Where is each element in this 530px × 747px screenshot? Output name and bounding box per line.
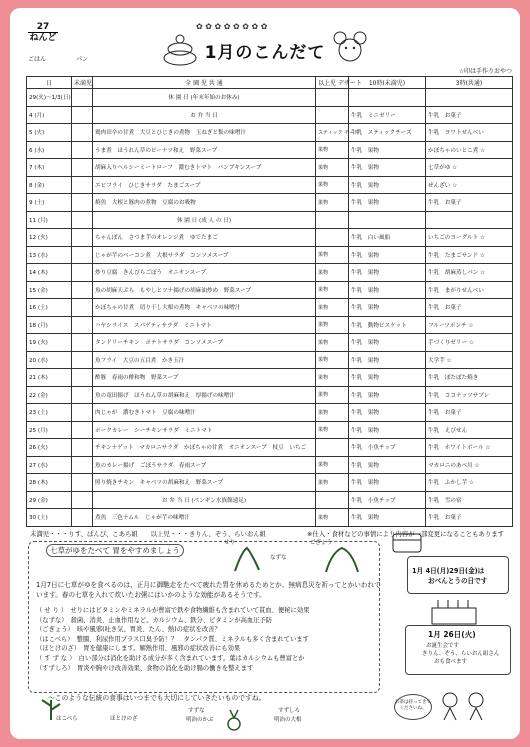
year-label: ねんど [29,33,57,43]
row-dessert: 果物 [316,456,349,474]
herb-label-seri: せり [224,540,236,546]
menu-row [27,299,513,317]
row-am-snack: 牛乳 果物 [349,421,426,439]
row-main-dish: 肉じゃが 濃むきトマト 豆腐の味噌汁 [93,404,316,422]
row-date: 27 (水) [27,456,72,474]
herb-sub-suzuna: 明治のかぶ [186,717,214,723]
row-dessert: 果物 [316,509,349,527]
herb-label-gogyo: ごぎょう [310,540,333,546]
row-kind [72,421,93,439]
row-am-snack: 牛乳 果物 [349,334,426,352]
menu-row [27,194,513,212]
herb-sub-suzushiro: 明治の大根 [274,717,302,723]
row-pm-snack: 七草がゆ ☆ [426,159,513,177]
row-kind [72,509,93,527]
row-dessert: 果物 [316,421,349,439]
row-am-snack: 牛乳 果物 [349,281,426,299]
row-date: 25 (月) [27,421,72,439]
row-kind [72,474,93,492]
menu-row [27,246,513,264]
herb-label-suzuna: すずな [188,708,205,714]
row-am-snack: 牛乳 果物 [349,369,426,387]
row-kind [72,106,93,124]
row-main-dish: じゃが芋のベーコン煮 大根サラダ コンソメスープ [93,246,316,264]
row-am-snack: 牛乳 果物 [349,159,426,177]
row-date: 22 (金) [27,386,72,404]
row-main-dish: ハヤシライス スパゲティサラダ ミニトマト [93,316,316,334]
row-main-dish: 鶏肉田辛の甘煮 大豆とひじきの煮物 玉ねぎと麩の味噌汁 [93,124,316,142]
menu-row [27,439,513,457]
birthday-notice [405,625,511,675]
row-pm-snack: 牛乳 たまごサンド ☆ [426,246,513,264]
row-date: 23 (土) [27,404,72,422]
menu-row [27,141,513,159]
herb-item: （ごぎょう） 咳や風邪(吐き気、胃炎、たん、熱)の症状を改善？ [36,626,221,634]
herb-list [36,606,381,673]
row-pm-snack: 牛乳 お菓子 [426,106,513,124]
row-date: 11 (月) [27,211,72,229]
row-pm-snack: ぜんざい ☆ [426,176,513,194]
row-main-dish: 胡麻入りヘルシーミートローフ 濃むきトマト パンプキンスープ [93,159,316,177]
row-date: 12 (火) [27,229,72,247]
menu-row [27,106,513,124]
row-main-dish: ポークカレー シーチキンサラダ ミニトマト [93,421,316,439]
row-pm-snack: 牛乳 まがりせんべい [426,281,513,299]
row-pm-snack: マカロニのあべ川 ☆ [426,456,513,474]
row-kind [72,194,93,212]
row-main-dish: 酢豚 春雨の酢和物 野菜スープ [93,369,316,387]
menu-row [27,316,513,334]
row-dessert [316,211,349,229]
row-kind [72,369,93,387]
row-kind [72,334,93,352]
row-main-dish: お 弁 当 日 [93,106,316,124]
article-title: 七草がゆをたべて 胃をやすめましょう [46,544,184,557]
row-pm-snack: 牛乳 ココナッツサブレ [426,386,513,404]
menu-row [27,334,513,352]
row-pm-snack: 大学芋 ☆ [426,351,513,369]
herb-item: （ せ り ） せりにはビタミンやミネラルが豊富で鉄や食物繊維も含まれていて貧血、便秘に効果 [36,607,310,614]
row-date: 29(火)〜1/3(日) [27,89,72,107]
herb-item: （はこべら） 整腸、利尿作用プラス口臭予防！？ タンパク質、ミネラルも多く含まれています [36,635,309,643]
row-kind [72,456,93,474]
header-kind: 未満児 [72,77,93,89]
row-pm-snack: 牛乳 お菓子 [426,509,513,527]
row-dessert [316,89,349,107]
row-date: 19 (火) [27,334,72,352]
row-date: 20 (水) [27,351,72,369]
article-closing: 〜このような伝統の食事はいつまでも大切にしていきたいものですね。 [48,694,266,702]
row-dessert: 果物 [316,194,349,212]
row-dessert: スティック チーズ [316,124,349,142]
row-date: 18 (月) [27,316,72,334]
row-date: 8 (金) [27,176,72,194]
menu-row [27,369,513,387]
legend-rice: ごはん [28,56,47,63]
bento-text: おべんとうの日です [428,577,488,585]
menu-row [27,509,513,527]
row-main-dish: 休 園 日 (成 人 の 日) [93,211,316,229]
header-pm-snack: 3時(共通) [426,77,513,89]
row-dessert: 果物 [316,351,349,369]
row-kind [72,439,93,457]
row-kind [72,124,93,142]
row-am-snack: 牛乳 ミニゼリー [349,106,426,124]
herb-item: （なずな） 殺菌、消炎、止血作用など。カルシウム、鉄分、ビタミンが高血圧予防 [36,616,273,624]
row-pm-snack: 牛乳 お菓子 [426,404,513,422]
header-dessert: 以上児 デザート [316,77,349,89]
row-kind [72,404,93,422]
bento-dates: 1月 4日(月)29日(金)は [412,567,485,575]
row-dessert: 果物 [316,246,349,264]
herb-seri-icon [230,546,264,574]
row-dessert: 果物 [316,141,349,159]
birthday-line3: おも食べます [434,659,468,665]
row-dessert: 果物 [316,159,349,177]
row-am-snack: 牛乳 果物 [349,386,426,404]
header-date: 日 [27,77,72,89]
row-main-dish: 煮魚 三色ナムル じゃが芋の味噌汁 [93,509,316,527]
birthday-line1: お誕生会です [426,643,460,649]
row-main-dish: エビフライ ひじきサラダ たまごスープ [93,176,316,194]
row-am-snack: 牛乳 小魚チップ [349,491,426,509]
herb-hakobera-icon [36,692,66,722]
row-pm-snack: 牛乳 えびせん [426,421,513,439]
menu-row [27,124,513,142]
menu-table [26,76,513,527]
row-main-dish: 炒り豆腐 きんぴらごぼう オニオンスープ [93,264,316,282]
row-main-dish: 魚の胡麻天ぷら もやしとツナ揚げの胡麻油炒め 野菜スープ [93,281,316,299]
row-date: 13 (水) [27,246,72,264]
row-am-snack: 牛乳 小魚チップ [349,439,426,457]
row-kind [72,159,93,177]
row-date: 9 (土) [27,194,72,212]
herb-item: （ほとけのざ） 胃を健康にします。解熱作用、風邪の症状改善にも効果 [36,645,241,653]
row-dessert: 果物 [316,316,349,334]
tea-speech-bubble: お茶は持ってきてくださいね。 [394,694,432,720]
row-kind [72,141,93,159]
menu-row [27,264,513,282]
row-dessert: 果物 [316,176,349,194]
row-main-dish: お 弁 当 日 (ペンギン水族館遠足) [93,491,316,509]
row-date: 21 (木) [27,369,72,387]
row-main-dish: 焼魚 大根と豚肉の煮物 豆腐のお吸物 [93,194,316,212]
row-am-snack: 牛乳 果物 [349,299,426,317]
row-am-snack [349,89,426,107]
herb-item: （ す ず な ） 白い部分は消化を助ける成分が多く含まれています。葉はカルシウムも豊富とか [36,654,305,662]
row-pm-snack: 牛乳 ヨワトせんべい [426,124,513,142]
row-pm-snack [426,211,513,229]
menu-row [27,159,513,177]
header-am-snack: 10時(未満児) [349,77,426,89]
row-kind [72,229,93,247]
row-date: 6 (水) [27,141,72,159]
row-dessert: 果物 [316,299,349,317]
row-pm-snack: 牛乳 胡麻蒸しパン ☆ [426,264,513,282]
row-pm-snack: 牛乳 ふかし芋 ☆ [426,474,513,492]
menu-row [27,386,513,404]
herb-label-nazuna: なずな [270,555,287,561]
row-main-dish: チキンナゲット マカロニサラダ かぼちゃの甘煮 オニオンスープ 枝豆 いちご [93,439,316,457]
row-date: 29 (金) [27,491,72,509]
row-kind [72,176,93,194]
menu-row [27,229,513,247]
bento-notice [407,556,509,594]
row-date: 26 (火) [27,439,72,457]
row-date: 5 (火) [27,124,72,142]
row-date: 7 (木) [27,159,72,177]
row-am-snack: 牛乳 果物 [349,176,426,194]
header-main: 全 園 児 共 通 [93,77,316,89]
row-kind [72,299,93,317]
herb-suzuna-icon [222,708,246,732]
page-title: 1月のこんだて [204,43,326,63]
row-am-snack: 牛乳 果物 [349,264,426,282]
row-am-snack: 牛乳 果物 [349,246,426,264]
row-dessert: 果物 [316,404,349,422]
menu-row [27,89,513,107]
row-main-dish: 魚のカレー揚げ ごぼうサラダ 春雨スープ [93,456,316,474]
row-date: 4 (月) [27,106,72,124]
menu-row [27,351,513,369]
row-dessert: 果物 [316,264,349,282]
row-date: 30 (土) [27,509,72,527]
row-main-dish: タンドリーチキン ポテトサラダ コンソメスープ [93,334,316,352]
row-main-dish: かぼちゃの甘煮 切り干し大根の煮物 キャベツの味噌汁 [93,299,316,317]
row-date: 28 (木) [27,474,72,492]
row-main-dish: うま煮 ほうれん草のピーナツ和え 野菜スープ [93,141,316,159]
legend-bread: パン [76,56,89,63]
herb-gogyo-icon [322,544,362,574]
row-dessert: 果物 [316,474,349,492]
row-kind [72,386,93,404]
row-am-snack [349,211,426,229]
row-pm-snack [426,89,513,107]
row-pm-snack: 牛乳 ぽたぽた焼き [426,369,513,387]
row-am-snack: 牛乳 果物 [349,474,426,492]
row-pm-snack: かぼちゃのいとこ煮 ☆ [426,141,513,159]
row-kind [72,211,93,229]
age-group-note: 未満児・・・りす、ぱんび、こあら組 以上児・・・きりん、ぞう、らいおん組 [30,530,267,538]
herb-label-suzushiro: すずしろ [278,708,301,714]
herb-label-hakobera: はこべら [56,716,78,722]
birthday-line2: きりん、ぞう、らいおん組さん [422,651,500,657]
year-number: 27 [28,22,58,33]
row-dessert [316,491,349,509]
article-intro: 1月7日に七草がゆを食べるのは、正月に御馳走をたべて疲れた胃を休めるためとか、無病息災を祈ってとかいわれています。春の七草を入れて炊いたお粥にはいかのような効能があるそうです。 [36,581,381,599]
row-am-snack: 牛乳 果物 [349,194,426,212]
row-main-dish: 魚の竜田揚げ ほうれん草の胡麻和え 厚揚げの味噌汁 [93,386,316,404]
herb-item: （すずしろ） 胃炎や胸やけ改善効果、食物の消化を助け腸の働きを整えます [36,664,254,672]
menu-row [27,211,513,229]
menu-rows [27,89,513,527]
menu-row [27,176,513,194]
row-am-snack: 牛乳 果物 [349,351,426,369]
row-main-dish: ちゃんぽん さつま芋のオレンジ煮 ゆでたまご [93,229,316,247]
row-dessert: 果物 [316,281,349,299]
row-pm-snack: フルーツポンチ ☆ [426,316,513,334]
row-dessert [316,106,349,124]
row-pm-snack: 牛乳 ホワイトボール ☆ [426,439,513,457]
change-notice: ※仕入・食材などの事情により内容が一部変更になることもあります [307,530,505,538]
row-date: 16 (土) [27,299,72,317]
row-kind [72,316,93,334]
birthday-cake-icon [424,596,484,626]
row-am-snack: 牛乳 白い風船 [349,229,426,247]
row-kind [72,491,93,509]
menu-sheet [10,8,520,739]
menu-row [27,474,513,492]
row-pm-snack: いちごのヨーグルト ☆ [426,229,513,247]
menu-row [27,281,513,299]
herb-label-hotokenoza: ほとけのざ [110,716,138,722]
row-am-snack: 牛乳 果物 [349,404,426,422]
row-date: 15 (金) [27,281,72,299]
row-kind [72,246,93,264]
row-main-dish: 照り焼きチキン キャベツの胡麻和え 野菜スープ [93,474,316,492]
menu-row [27,491,513,509]
menu-row [27,404,513,422]
row-kind [72,264,93,282]
menu-row [27,421,513,439]
children-icon [436,688,496,724]
row-am-snack: 牛乳 動物ビスケット [349,316,426,334]
row-am-snack: 牛乳 果物 [349,509,426,527]
bento-box-icon [390,528,424,556]
row-dessert: 果物 [316,369,349,387]
handmade-note: ☆印は手作りおやつ [458,68,512,75]
row-pm-snack: 牛乳 お菓子 [426,194,513,212]
birthday-date: 1月 26日(火) [428,630,476,639]
row-kind [72,281,93,299]
row-am-snack: 牛乳 果物 [349,456,426,474]
row-dessert [316,229,349,247]
row-main-dish: 魚フライ 大豆の五目煮 かき玉汁 [93,351,316,369]
row-dessert: 果物 [316,334,349,352]
row-am-snack: 牛乳 スティックチーズ [349,124,426,142]
row-pm-snack: 牛乳 雪の宿 [426,491,513,509]
row-dessert: 果物 [316,386,349,404]
row-kind [72,89,93,107]
row-pm-snack: 手づくりゼリー ☆ [426,334,513,352]
row-dessert [316,439,349,457]
row-date: 14 (木) [27,264,72,282]
row-pm-snack: 牛乳 お菓子 [426,299,513,317]
row-kind [72,351,93,369]
flower-icon: ✿ ✿ ✿ ✿ ✿ ✿ ✿ ✿ [196,22,268,31]
menu-row [27,456,513,474]
row-am-snack: 牛乳 果物 [349,141,426,159]
row-main-dish: 休 園 日 (年末年始のお休み) [93,89,316,107]
